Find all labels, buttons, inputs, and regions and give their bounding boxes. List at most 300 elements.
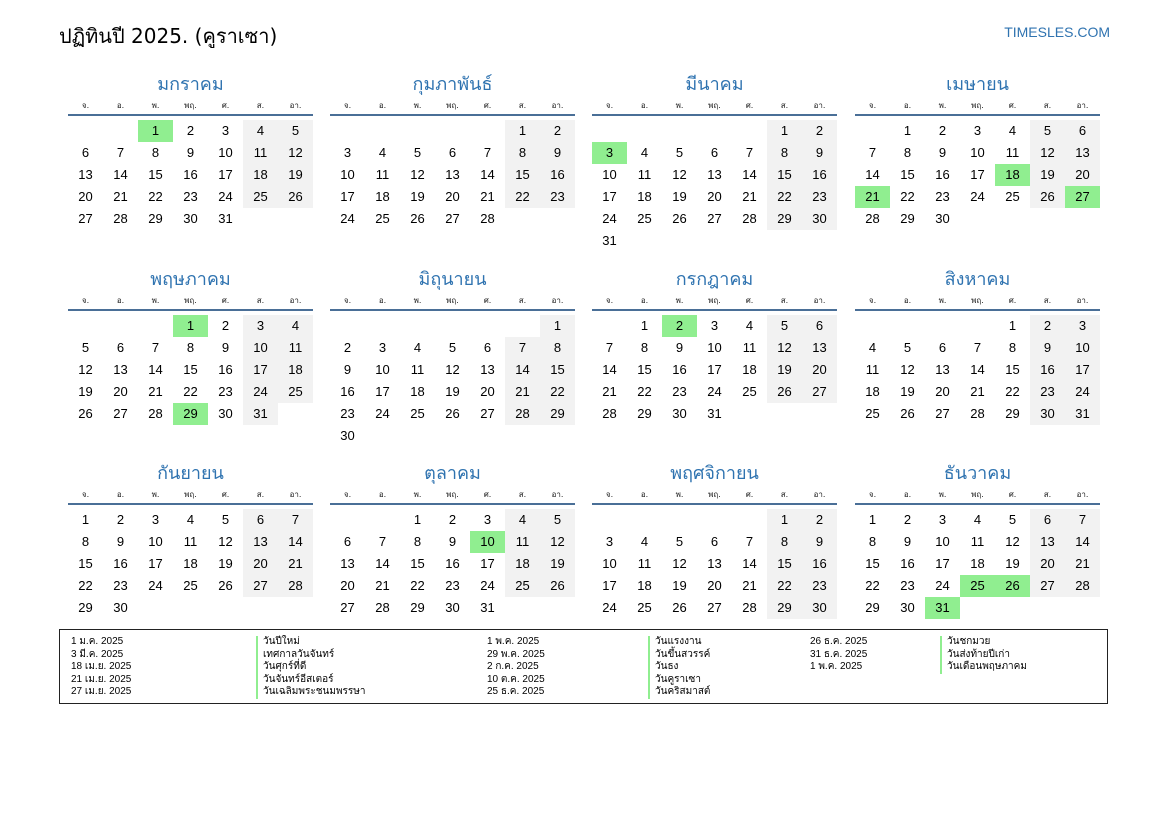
day-cell: 21 <box>1065 553 1100 575</box>
weekday-label: อ. <box>640 490 649 499</box>
day-cell: 8 <box>1008 340 1017 355</box>
day-cell: 7 <box>605 340 614 355</box>
day-cell: 21 <box>742 578 757 593</box>
holiday-date-column <box>487 636 545 699</box>
holiday-name: เทศกาลวันจันทร์ <box>256 649 366 662</box>
day-cell: 19 <box>672 189 687 204</box>
day-cell: 9 <box>540 142 575 164</box>
day-cell: 28 <box>742 211 757 226</box>
day-cell: 12 <box>78 362 93 377</box>
weekday-label: ศ. <box>1008 490 1017 499</box>
day-cell: 22 <box>540 381 575 403</box>
day-cell: 22 <box>183 384 198 399</box>
day-cell: 29 <box>148 211 163 226</box>
day-cell: 23 <box>445 578 460 593</box>
day-cell: 9 <box>343 362 352 377</box>
day-cell: 13 <box>707 556 722 571</box>
day-cell: 11 <box>637 556 652 571</box>
day-cell: 9 <box>186 145 195 160</box>
day-cell: 17 <box>148 556 163 571</box>
weekday-label: ศ. <box>221 101 230 110</box>
day-cell: 21 <box>970 384 985 399</box>
weekday-label: พ. <box>151 296 160 305</box>
weekday-label: อ. <box>116 296 125 305</box>
day-cell: 21 <box>113 189 128 204</box>
day-cell: 27 <box>480 406 495 421</box>
day-cell: 23 <box>802 575 837 597</box>
day-cell: 16 <box>183 167 198 182</box>
day-cell: 16 <box>113 556 128 571</box>
day-cell: 24 <box>480 578 495 593</box>
day-cell: 5 <box>221 512 230 527</box>
weekday-label: ศ. <box>483 296 492 305</box>
holiday-date: 18 เม.ย. 2025 <box>71 661 132 673</box>
holiday-day-cell: 31 <box>925 597 960 619</box>
day-cell: 18 <box>637 578 652 593</box>
day-cell: 5 <box>1008 512 1017 527</box>
day-cell: 27 <box>243 575 278 597</box>
day-cell: 19 <box>767 359 802 381</box>
days-grid <box>330 315 575 447</box>
day-cell: 31 <box>602 233 617 248</box>
day-cell: 20 <box>78 189 93 204</box>
weekday-label: จ. <box>605 490 614 499</box>
days-grid <box>592 315 837 425</box>
day-cell: 4 <box>243 120 278 142</box>
month-block <box>855 72 1100 230</box>
holiday-day-cell: 1 <box>173 315 208 337</box>
weekday-label: พฤ. <box>184 490 197 499</box>
holiday-date-column <box>71 636 131 699</box>
day-cell: 13 <box>1065 142 1100 164</box>
day-cell: 26 <box>767 381 802 403</box>
day-cell: 14 <box>375 556 390 571</box>
day-cell: 28 <box>505 403 540 425</box>
weekday-label: อ. <box>378 101 387 110</box>
day-cell: 10 <box>1065 337 1100 359</box>
day-cell: 13 <box>243 531 278 553</box>
day-cell: 25 <box>742 384 757 399</box>
weekday-header <box>855 98 1100 116</box>
weekday-label: ส. <box>256 101 265 110</box>
day-cell: 13 <box>802 337 837 359</box>
day-cell: 28 <box>970 406 985 421</box>
day-cell: 4 <box>378 145 387 160</box>
day-cell: 14 <box>742 556 757 571</box>
day-cell: 5 <box>413 145 422 160</box>
day-cell: 4 <box>745 318 754 333</box>
day-cell: 13 <box>113 362 128 377</box>
holiday-name: วันเดือนพฤษภาคม <box>940 661 1027 674</box>
day-cell: 4 <box>1008 123 1017 138</box>
day-cell: 16 <box>900 556 915 571</box>
days-grid <box>855 509 1100 619</box>
day-cell: 17 <box>1065 359 1100 381</box>
day-cell: 10 <box>148 534 163 549</box>
day-cell: 29 <box>637 406 652 421</box>
day-cell: 3 <box>151 512 160 527</box>
weekday-label: ส. <box>518 490 527 499</box>
holiday-date: 2 ก.ค. 2025 <box>487 661 539 673</box>
day-cell: 25 <box>505 575 540 597</box>
holiday-date: 26 ธ.ค. 2025 <box>810 636 868 647</box>
empty-cell <box>855 120 890 142</box>
empty-cell <box>330 315 365 337</box>
day-cell: 3 <box>1065 315 1100 337</box>
day-cell: 29 <box>540 403 575 425</box>
day-cell: 12 <box>410 167 425 182</box>
day-cell: 3 <box>243 315 278 337</box>
day-cell: 26 <box>410 211 425 226</box>
day-cell: 12 <box>672 556 687 571</box>
day-cell: 21 <box>480 189 495 204</box>
day-cell: 31 <box>218 211 233 226</box>
empty-cell <box>627 120 662 142</box>
empty-cell <box>470 120 505 142</box>
day-cell: 14 <box>970 362 985 377</box>
month-name: กรกฎาคม <box>675 269 754 290</box>
weekday-header <box>855 293 1100 311</box>
day-cell: 20 <box>802 359 837 381</box>
weekday-label: พฤ. <box>446 296 459 305</box>
day-cell: 26 <box>78 406 93 421</box>
holiday-name: วันจันทร์อีสเตอร์ <box>256 674 366 687</box>
weekday-label: จ. <box>605 296 614 305</box>
day-cell: 13 <box>78 167 93 182</box>
day-cell: 23 <box>900 578 915 593</box>
day-cell: 19 <box>445 384 460 399</box>
empty-cell <box>68 315 103 337</box>
month-name: เมษายน <box>946 74 1009 95</box>
weekday-label: พฤ. <box>184 296 197 305</box>
day-cell: 10 <box>602 167 617 182</box>
day-cell: 1 <box>903 123 912 138</box>
day-cell: 25 <box>243 186 278 208</box>
day-cell: 18 <box>742 362 757 377</box>
day-cell: 22 <box>865 578 880 593</box>
day-cell: 20 <box>1030 553 1065 575</box>
day-cell: 28 <box>480 211 495 226</box>
day-cell: 7 <box>973 340 982 355</box>
day-cell: 12 <box>672 167 687 182</box>
day-cell: 25 <box>278 381 313 403</box>
day-cell: 19 <box>540 553 575 575</box>
weekday-label: พฤ. <box>971 101 984 110</box>
day-cell: 14 <box>1065 531 1100 553</box>
day-cell: 9 <box>1030 337 1065 359</box>
holiday-day-cell: 21 <box>855 186 890 208</box>
day-cell: 1 <box>868 512 877 527</box>
day-cell: 18 <box>375 189 390 204</box>
day-cell: 4 <box>640 145 649 160</box>
month-block <box>592 72 837 252</box>
day-cell: 11 <box>278 337 313 359</box>
weekday-header <box>68 98 313 116</box>
day-cell: 12 <box>218 534 233 549</box>
weekday-label: จ. <box>868 296 877 305</box>
day-cell: 20 <box>1065 164 1100 186</box>
day-cell: 30 <box>183 211 198 226</box>
day-cell: 15 <box>78 556 93 571</box>
day-cell: 30 <box>802 597 837 619</box>
day-cell: 24 <box>970 189 985 204</box>
day-cell: 28 <box>278 575 313 597</box>
holiday-day-cell: 29 <box>173 403 208 425</box>
day-cell: 8 <box>540 337 575 359</box>
month-block <box>68 267 313 425</box>
day-cell: 30 <box>445 600 460 615</box>
days-grid <box>68 509 313 619</box>
day-cell: 13 <box>340 556 355 571</box>
month-name: กุมภาพันธ์ <box>412 74 493 95</box>
day-cell: 10 <box>243 337 278 359</box>
day-cell: 29 <box>900 211 915 226</box>
day-cell: 19 <box>78 384 93 399</box>
empty-cell <box>662 120 697 142</box>
empty-cell <box>855 315 890 337</box>
empty-cell <box>627 509 662 531</box>
day-cell: 22 <box>148 189 163 204</box>
day-cell: 4 <box>505 509 540 531</box>
weekday-header <box>592 293 837 311</box>
brand-link[interactable]: TIMESLES.COM <box>1004 24 1110 40</box>
weekday-label: พ. <box>938 296 947 305</box>
weekday-label: พฤ. <box>971 296 984 305</box>
weekday-label: ศ. <box>1008 296 1017 305</box>
day-cell: 13 <box>1030 531 1065 553</box>
weekday-label: พฤ. <box>971 490 984 499</box>
day-cell: 8 <box>640 340 649 355</box>
empty-cell <box>435 120 470 142</box>
day-cell: 9 <box>675 340 684 355</box>
day-cell: 24 <box>218 189 233 204</box>
empty-cell <box>365 120 400 142</box>
day-cell: 24 <box>602 211 617 226</box>
day-cell: 10 <box>935 534 950 549</box>
day-cell: 15 <box>540 359 575 381</box>
empty-cell <box>400 120 435 142</box>
day-cell: 6 <box>1030 509 1065 531</box>
holiday-name: วันศุกร์ที่ดี <box>256 661 366 674</box>
holiday-name-column <box>256 636 366 699</box>
day-cell: 4 <box>868 340 877 355</box>
day-cell: 31 <box>707 406 722 421</box>
day-cell: 16 <box>540 164 575 186</box>
day-cell: 19 <box>900 384 915 399</box>
day-cell: 15 <box>148 167 163 182</box>
day-cell: 31 <box>243 403 278 425</box>
day-cell: 25 <box>183 578 198 593</box>
day-cell: 7 <box>745 145 754 160</box>
day-cell: 16 <box>802 553 837 575</box>
holiday-name: วันส่งท้ายปีเก่า <box>940 649 1027 662</box>
day-cell: 2 <box>802 120 837 142</box>
day-cell: 29 <box>865 600 880 615</box>
day-cell: 5 <box>675 534 684 549</box>
day-cell: 7 <box>278 509 313 531</box>
day-cell: 31 <box>1065 403 1100 425</box>
day-cell: 20 <box>480 384 495 399</box>
weekday-label: พฤ. <box>708 296 721 305</box>
weekday-label: พ. <box>675 101 684 110</box>
day-cell: 14 <box>602 362 617 377</box>
day-cell: 2 <box>186 123 195 138</box>
weekday-label: จ. <box>81 490 90 499</box>
day-cell: 28 <box>113 211 128 226</box>
weekday-label: อ. <box>903 490 912 499</box>
day-cell: 30 <box>340 428 355 443</box>
weekday-label: ส. <box>518 296 527 305</box>
day-cell: 27 <box>78 211 93 226</box>
day-cell: 15 <box>900 167 915 182</box>
day-cell: 1 <box>413 512 422 527</box>
weekday-label: จ. <box>343 101 352 110</box>
day-cell: 20 <box>113 384 128 399</box>
weekday-label: อา. <box>551 490 564 499</box>
empty-cell <box>138 315 173 337</box>
day-cell: 22 <box>505 186 540 208</box>
day-cell: 4 <box>973 512 982 527</box>
day-cell: 21 <box>602 384 617 399</box>
day-cell: 1 <box>767 120 802 142</box>
empty-cell <box>697 509 732 531</box>
day-cell: 13 <box>935 362 950 377</box>
month-name: มิถุนายน <box>418 269 487 290</box>
weekday-label: อา. <box>551 296 564 305</box>
weekday-label: ส. <box>256 296 265 305</box>
days-grid <box>855 120 1100 230</box>
day-cell: 20 <box>243 553 278 575</box>
day-cell: 28 <box>375 600 390 615</box>
weekday-label: ศ. <box>1008 101 1017 110</box>
day-cell: 17 <box>340 189 355 204</box>
day-cell: 11 <box>183 534 198 549</box>
day-cell: 1 <box>767 509 802 531</box>
holiday-day-cell: 1 <box>138 120 173 142</box>
day-cell: 18 <box>637 189 652 204</box>
day-cell: 11 <box>970 534 985 549</box>
empty-cell <box>697 120 732 142</box>
day-cell: 24 <box>1065 381 1100 403</box>
holiday-name: วันเฉลิมพระชนมพรรษา <box>256 686 366 699</box>
day-cell: 30 <box>113 600 128 615</box>
day-cell: 11 <box>742 340 757 355</box>
day-cell: 26 <box>218 578 233 593</box>
day-cell: 3 <box>483 512 492 527</box>
day-cell: 16 <box>445 556 460 571</box>
holiday-list <box>59 629 1108 704</box>
day-cell: 5 <box>81 340 90 355</box>
day-cell: 21 <box>148 384 163 399</box>
day-cell: 5 <box>675 145 684 160</box>
day-cell: 7 <box>116 145 125 160</box>
holiday-day-cell: 27 <box>1065 186 1100 208</box>
holiday-date: 10 ต.ค. 2025 <box>487 673 545 685</box>
day-cell: 19 <box>672 578 687 593</box>
day-cell: 6 <box>243 509 278 531</box>
holiday-name: วันปีใหม่ <box>256 636 366 649</box>
days-grid <box>592 120 837 252</box>
holiday-name: วันคูราเซา <box>648 674 710 687</box>
day-cell: 15 <box>410 556 425 571</box>
day-cell: 21 <box>742 189 757 204</box>
day-cell: 26 <box>672 211 687 226</box>
day-cell: 29 <box>78 600 93 615</box>
day-cell: 3 <box>938 512 947 527</box>
day-cell: 6 <box>710 534 719 549</box>
day-cell: 23 <box>672 384 687 399</box>
holiday-name: วันธง <box>648 661 710 674</box>
day-cell: 16 <box>935 167 950 182</box>
month-block <box>68 72 313 230</box>
day-cell: 9 <box>221 340 230 355</box>
day-cell: 17 <box>243 359 278 381</box>
weekday-label: ศ. <box>745 490 754 499</box>
page-title: ปฏิทินปี 2025. (คูราเซา) <box>59 24 278 48</box>
holiday-date-column <box>810 636 867 674</box>
day-cell: 15 <box>767 164 802 186</box>
weekday-label: จ. <box>605 101 614 110</box>
day-cell: 5 <box>540 509 575 531</box>
holiday-day-cell: 3 <box>592 142 627 164</box>
weekday-header <box>68 293 313 311</box>
day-cell: 9 <box>903 534 912 549</box>
day-cell: 24 <box>148 578 163 593</box>
empty-cell <box>365 315 400 337</box>
days-grid <box>330 120 575 230</box>
day-cell: 9 <box>448 534 457 549</box>
day-cell: 15 <box>1005 362 1020 377</box>
empty-cell <box>103 120 138 142</box>
empty-cell <box>330 509 365 531</box>
day-cell: 29 <box>410 600 425 615</box>
day-cell: 16 <box>1030 359 1065 381</box>
month-block <box>855 267 1100 425</box>
day-cell: 16 <box>340 384 355 399</box>
weekday-label: อ. <box>903 296 912 305</box>
day-cell: 23 <box>1030 381 1065 403</box>
weekday-label: ส. <box>518 101 527 110</box>
weekday-label: อา. <box>813 101 826 110</box>
holiday-day-cell: 25 <box>960 575 995 597</box>
weekday-label: อ. <box>903 101 912 110</box>
day-cell: 17 <box>218 167 233 182</box>
weekday-label: พ. <box>675 490 684 499</box>
day-cell: 12 <box>278 142 313 164</box>
weekday-label: พ. <box>938 101 947 110</box>
day-cell: 22 <box>1005 384 1020 399</box>
day-cell: 7 <box>1065 509 1100 531</box>
day-cell: 18 <box>410 384 425 399</box>
weekday-label: ส. <box>1043 296 1052 305</box>
month-block <box>330 461 575 619</box>
day-cell: 19 <box>1030 164 1065 186</box>
day-cell: 7 <box>868 145 877 160</box>
day-cell: 5 <box>903 340 912 355</box>
day-cell: 10 <box>218 145 233 160</box>
weekday-label: พฤ. <box>446 490 459 499</box>
weekday-label: อ. <box>640 101 649 110</box>
day-cell: 30 <box>672 406 687 421</box>
month-name: มกราคม <box>157 74 224 95</box>
day-cell: 9 <box>938 145 947 160</box>
weekday-label: พ. <box>675 296 684 305</box>
day-cell: 28 <box>148 406 163 421</box>
days-grid <box>330 509 575 619</box>
weekday-label: ศ. <box>483 490 492 499</box>
day-cell: 30 <box>802 208 837 230</box>
holiday-date: 1 พ.ค. 2025 <box>487 636 540 647</box>
